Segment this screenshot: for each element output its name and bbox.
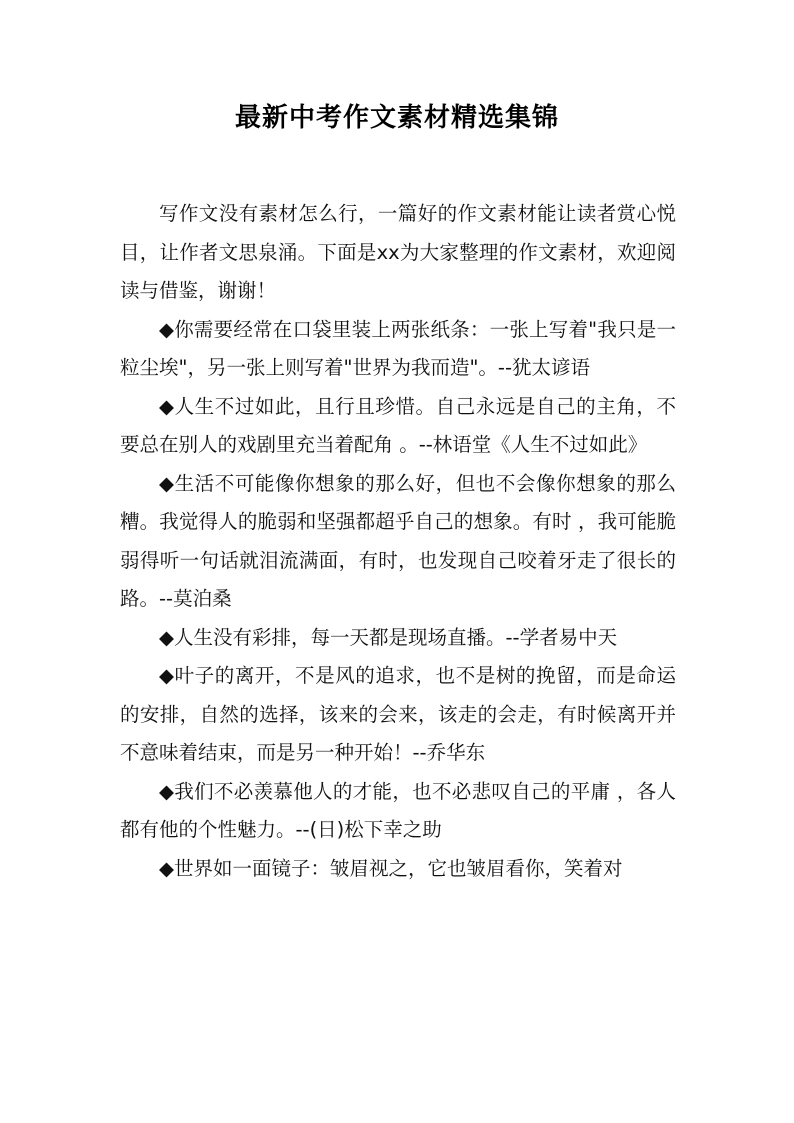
- quote-paragraph: ◆我们不必羡慕他人的才能，也不必悲叹自己的平庸 ，各人都有他的个性魅力。--(日)松下幸之助: [120, 779, 676, 841]
- quote-paragraph: ◆世界如一面镜子：皱眉视之，它也皱眉看你，笑着对: [159, 856, 623, 880]
- document-title: 最新中考作文素材精选集锦: [234, 103, 559, 133]
- quote-paragraph: ◆人生没有彩排，每一天都是现场直播。--学者易中天: [159, 625, 618, 649]
- quote-paragraph: ◆你需要经常在口袋里装上两张纸条：一张上写着"我只是一粒尘埃"，另一张上则写着"世界为我而造"。--犹太谚语: [120, 317, 676, 379]
- quote-paragraph: ◆生活不可能像你想象的那么好，但也不会像你想象的那么糟。我觉得人的脆弱和坚强都超乎自己的想象。有时 ，我可能脆弱得听一句话就泪流满面，有时，也发现自己咬着牙走了很长的路。--莫泊桑: [120, 471, 676, 610]
- quote-paragraph: ◆叶子的离开，不是风的追求，也不是树的挽留，而是命运的安排，自然的选择，该来的会来，该走的会走，有时候离开并不意味着结束，而是另一种开始！--乔华东: [120, 664, 676, 764]
- intro-paragraph: 写作文没有素材怎么行，一篇好的作文素材能让读者赏心悦目，让作者文思泉涌。下面是xx为大家整理的作文素材，欢迎阅读与借鉴，谢谢！: [120, 202, 676, 302]
- document-body: [120, 195, 676, 888]
- quote-paragraph: ◆人生不过如此，且行且珍惜。自己永远是自己的主角，不要总在别人的戏剧里充当着配角 。--林语堂《人生不过如此》: [120, 394, 676, 456]
